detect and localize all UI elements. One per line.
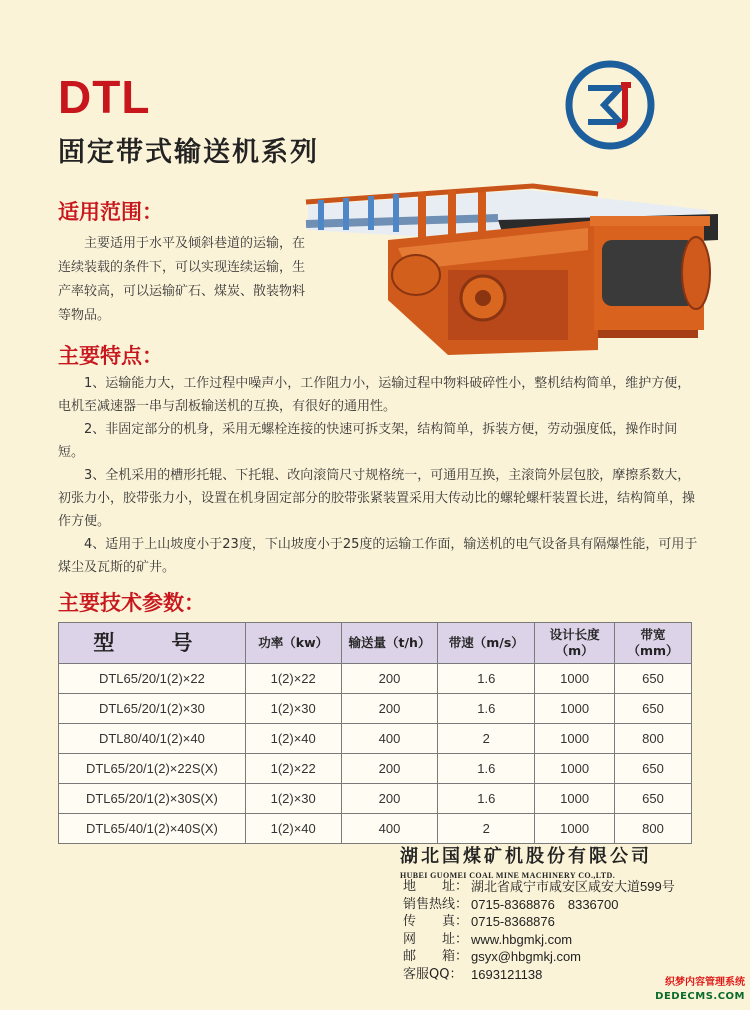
contact-label: 网 址： [403,931,469,947]
product-code-title: DTL [58,71,151,123]
cell-power: 1(2)×22 [245,664,341,694]
cell-speed: 1.6 [438,754,535,784]
col-header-width: 带宽 （mm） [615,623,692,664]
cell-length: 1000 [535,664,615,694]
cell-capacity: 200 [341,694,438,724]
table-row [59,754,692,784]
contact-address [403,878,675,896]
watermark-line1: 织梦内容管理系统 [665,977,745,988]
contact-value: 0715-8368876 8336700 [471,896,619,912]
features-heading: 主要特点： [58,343,163,368]
table-row [59,724,692,754]
col-header-capacity: 输送量（t/h） [341,623,438,664]
cell-capacity: 200 [341,784,438,814]
contact-website [403,931,675,949]
contact-label: 传 真： [403,914,469,929]
company-logo [560,60,660,150]
contact-label: 地 址： [403,879,469,894]
cell-width: 650 [615,754,692,784]
cell-model: DTL65/40/1(2)×40S(X) [59,814,246,844]
col-header-length: 设计长度 （m） [535,623,615,664]
scope-text: 主要适用于水平及倾斜巷道的运输，在连续装载的条件下，可以实现连续运输，生产率较高，可以运输矿石、煤炭、散装物料等物品。 [58,236,306,323]
spec-table [58,622,692,844]
cell-length: 1000 [535,784,615,814]
cell-capacity: 400 [341,814,438,844]
feature-item: 2、非固定部分的机身，采用无螺栓连接的快速可拆支架，结构简单，拆装方便，劳动强度低，操作时间短。 [58,422,678,460]
table-row [59,664,692,694]
watermark [637,976,745,1004]
cell-power: 1(2)×22 [245,754,341,784]
col-header-model: 型 号 [59,623,246,664]
cell-power: 1(2)×30 [245,694,341,724]
contact-value: 0715-8368876 [471,914,555,929]
cell-model: DTL65/20/1(2)×22 [59,664,246,694]
contact-value: gsyx@hbgmkj.com [471,949,582,964]
cell-capacity: 200 [341,664,438,694]
cell-speed: 2 [438,814,535,844]
cell-width: 650 [615,664,692,694]
company-name-cn: 湖北国煤矿机股份有限公司 [400,846,652,867]
table-row [59,814,692,844]
cell-model: DTL65/20/1(2)×22S(X) [59,754,246,784]
contact-sales-hotline [403,896,675,914]
cell-width: 650 [615,694,692,724]
contact-qq [403,966,675,984]
contact-label: 销售热线： [403,896,469,912]
cell-speed: 1.6 [438,784,535,814]
col-header-speed: 带速（m/s） [438,623,535,664]
contact-label: 邮 箱： [403,949,469,964]
cell-speed: 2 [438,724,535,754]
cell-model: DTL80/40/1(2)×40 [59,724,246,754]
table-row [59,784,692,814]
contact-fax [403,913,675,931]
feature-item: 4、适用于上山坡度小于23度，下山坡度小于25度的运输工作面，输送机的电气设备具有隔爆性能，可用于煤尘及瓦斯的矿井。 [58,537,698,575]
cell-length: 1000 [535,724,615,754]
cell-length: 1000 [535,694,615,724]
contact-value: www.hbgmkj.com [471,931,573,947]
cell-speed: 1.6 [438,694,535,724]
product-series-title: 固定带式输送机系列 [58,137,319,168]
contact-label: 客服QQ： [403,966,463,982]
cell-length: 1000 [535,814,615,844]
cell-width: 800 [615,724,692,754]
cell-model: DTL65/20/1(2)×30 [59,694,246,724]
watermark-line2: DEDECMS.COM [655,991,745,1002]
cell-power: 1(2)×30 [245,784,341,814]
features-list [58,372,698,579]
cell-speed: 1.6 [438,664,535,694]
col-header-power: 功率（kw） [245,623,341,664]
feature-item: 3、全机采用的槽形托辊、下托辊、改向滚筒尺寸规格统一，可通用互换，主滚筒外层包胶，摩擦系数大，初张力小，胶带张力小，设置在机身固定部分的胶带张紧装置采用大传动比的螺轮螺杆装置长进，结构简单，操作方便。 [58,468,696,529]
cell-width: 800 [615,814,692,844]
conveyor-photo [298,180,728,362]
params-heading: 主要技术参数： [58,590,205,615]
cell-capacity: 400 [341,724,438,754]
cell-power: 1(2)×40 [245,814,341,844]
contact-email [403,948,675,966]
cell-capacity: 200 [341,754,438,784]
spec-table-header [59,623,692,664]
contact-value: 1693121138 [471,966,543,982]
cell-length: 1000 [535,754,615,784]
contact-value: 湖北省咸宁市咸安区咸安大道599号 [471,879,675,894]
table-row [59,694,692,724]
cell-power: 1(2)×40 [245,724,341,754]
company-block [400,842,652,880]
scope-heading: 适用范围： [58,199,163,224]
company-name-en: HUBEI GUOMEI COAL MINE MACHINERY CO.,LTD. [400,871,616,880]
cell-width: 650 [615,784,692,814]
cell-model: DTL65/20/1(2)×30S(X) [59,784,246,814]
contact-info [403,878,675,983]
feature-item: 1、运输能力大，工作过程中噪声小，工作阻力小，运输过程中物料破碎性小，整机结构简单，维护方便，电机至减速器一串与刮板输送机的互换，有很好的通用性。 [58,376,691,414]
